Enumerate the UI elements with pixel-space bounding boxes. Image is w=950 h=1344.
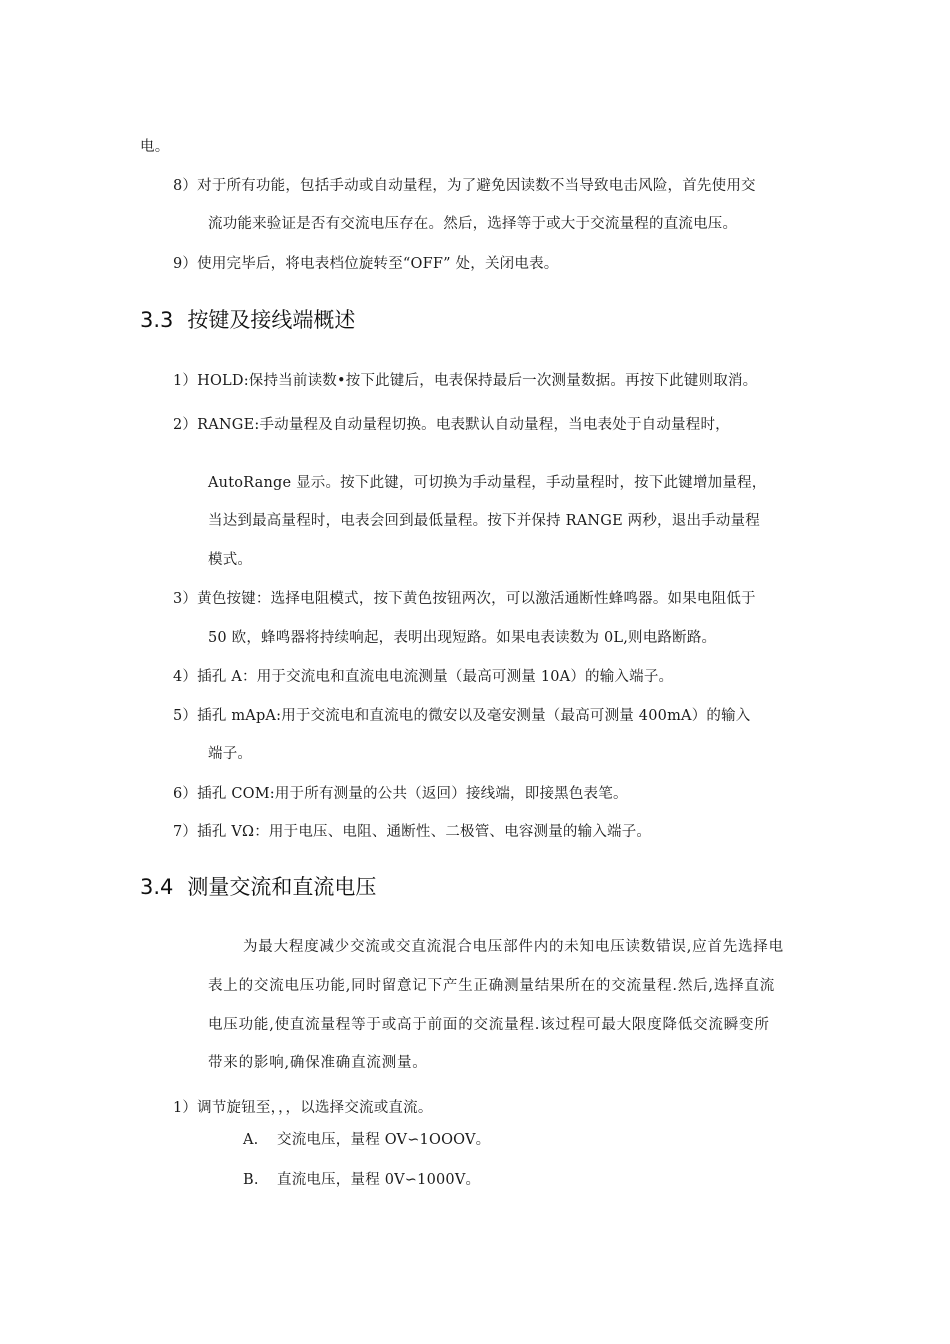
option-label: A. — [243, 1132, 259, 1148]
item-8-line-2: 流功能来验证是否有交流电压存在。然后，选择等于或大于交流量程的直流电压。 — [208, 216, 738, 232]
item-range-cont-2: 当达到最高量程时，电表会回到最低量程。按下并保持 RANGE 两秒，退出手动量程 — [208, 513, 760, 529]
item-jack-mapa: 5）插孔 mApA:用于交流电和直流电的微安以及毫安测量（最高可测量 400mA）的输入 — [173, 708, 751, 724]
section-3-3-heading — [140, 306, 355, 334]
section-title: 按键及接线端概述 — [187, 308, 356, 332]
item-hold: 1）HOLD:保持当前读数•按下此键后，电表保持最后一次测量数据。再按下此键则取消。 — [173, 373, 758, 389]
item-yellow-key-cont: 50 欧，蜂鸣器将持续响起，表明出现短路。如果电表读数为 0L,则电路断路。 — [208, 630, 717, 646]
paragraph-line-4: 带来的影响,确保准确直流测量。 — [208, 1055, 428, 1071]
option-b — [243, 1170, 480, 1190]
option-a — [243, 1130, 490, 1150]
item-jack-mapa-cont: 端子。 — [208, 746, 253, 762]
item-8-line-1: 8）对于所有功能，包括手动或自动量程，为了避免因读数不当导致电击风险，首先使用交 — [173, 178, 756, 194]
item-jack-a: 4）插孔 A：用于交流电和直流电电流测量（最高可测量 10A）的输入端子。 — [173, 669, 674, 685]
option-label: B. — [243, 1172, 259, 1188]
continuation-text: 电。 — [140, 139, 170, 155]
option-text: 交流电压，量程 OV∽1OOOV。 — [277, 1132, 491, 1148]
section-3-4-heading — [140, 873, 376, 901]
section-number: 3.4 — [140, 875, 174, 899]
section-number: 3.3 — [140, 308, 174, 332]
item-yellow-key: 3）黄色按键：选择电阻模式，按下黄色按钮两次，可以激活通断性蜂鸣器。如果电阻低于 — [173, 591, 756, 607]
item-range-cont-3: 模式。 — [208, 552, 253, 568]
item-jack-com: 6）插孔 COM:用于所有测量的公共（返回）接线端，即接黑色表笔。 — [173, 786, 628, 802]
item-range-cont-1: AutoRange 显示。按下此键，可切换为手动量程，手动量程时，按下此键增加量程， — [208, 475, 767, 491]
item-9: 9）使用完毕后，将电表档位旋转至“OFF” 处，关闭电表。 — [173, 256, 559, 272]
item-jack-v-ohm: 7）插孔 VΩ：用于电压、电阻、通断性、二极管、电容测量的输入端子。 — [173, 824, 652, 840]
item-range: 2）RANGE:手动量程及自动量程切换。电表默认自动量程，当电表处于自动量程时， — [173, 417, 730, 433]
option-text: 直流电压，量程 0V∽1000V。 — [277, 1172, 481, 1188]
paragraph-line-3: 电压功能,使直流量程等于或高于前面的交流量程.该过程可最大限度降低交流瞬变所 — [208, 1017, 770, 1033]
paragraph-line-2: 表上的交流电压功能,同时留意记下产生正确测量结果所在的交流量程.然后,选择直流 — [208, 978, 776, 994]
paragraph-line-1: 为最大程度减少交流或交直流混合电压部件内的未知电压读数错误,应首先选择电 — [243, 939, 784, 955]
section-title: 测量交流和直流电压 — [187, 875, 377, 899]
step-1: 1）调节旋钮至，，，以选择交流或直流。 — [173, 1100, 433, 1116]
